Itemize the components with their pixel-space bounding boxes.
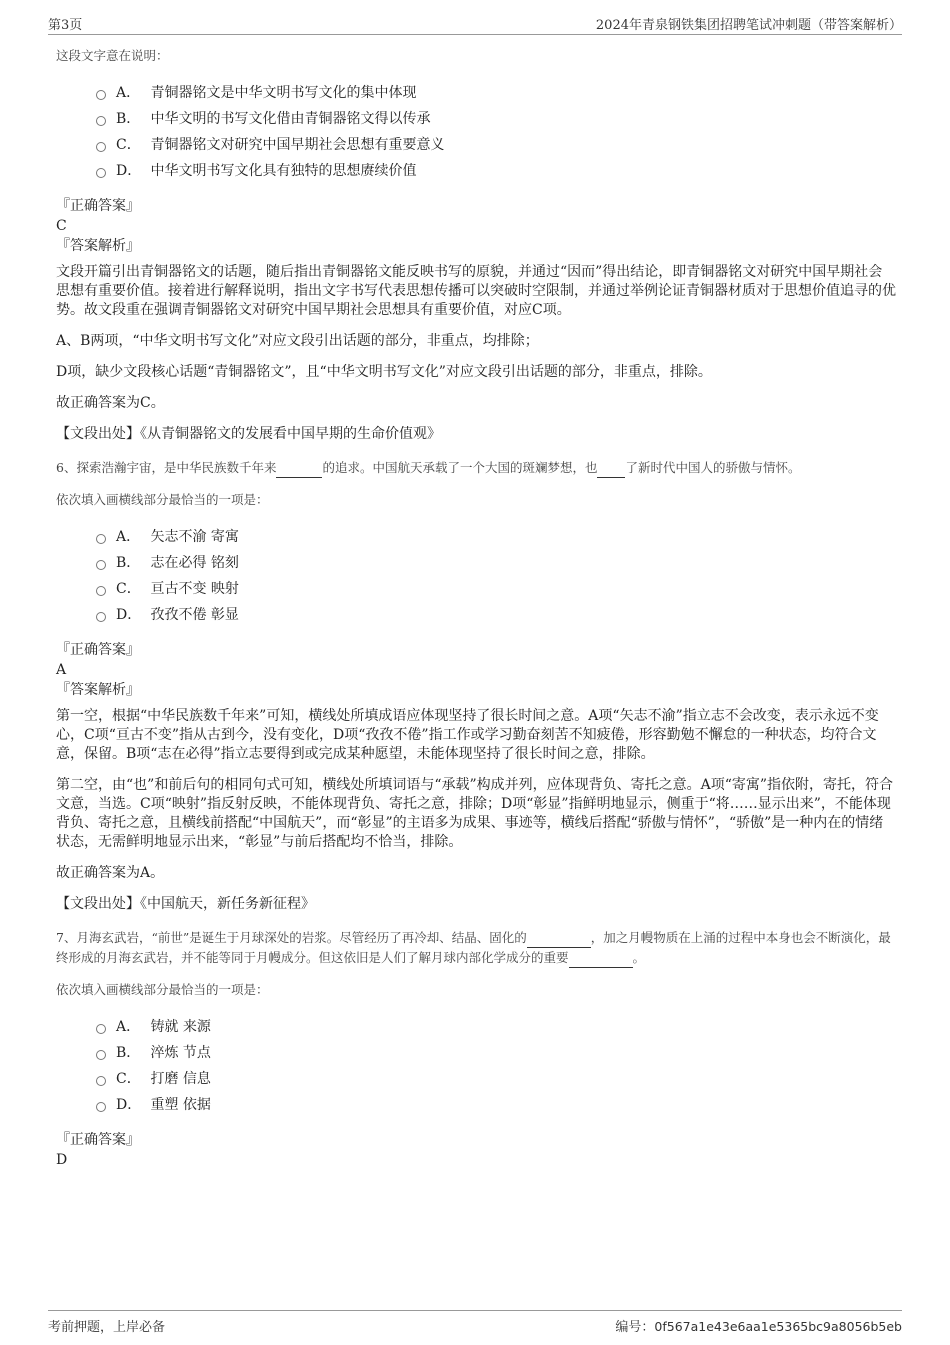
q5-answer-label: 『正确答案』 xyxy=(56,198,140,214)
option-letter: A． xyxy=(116,529,141,545)
q5-analysis-label: 『答案解析』 xyxy=(56,238,140,254)
option-text: 青铜器铭文对研究中国早期社会思想有重要意义 xyxy=(150,137,445,153)
option-text: 重塑 依据 xyxy=(150,1097,211,1113)
option-letter: B． xyxy=(116,111,141,127)
q7-blank-2 xyxy=(569,953,633,968)
q6-blank-2 xyxy=(597,463,625,478)
q6-analysis-p2: 第二空，由“也”和前后句的相同句式可知，横线处所填词语与“承载”构成并列，应体现背负、寄托之意。A项“寄寓”指依附，寄托，符合文意，当选。C项“映射”指反射反映，不能体现背负、寄托之意，排除；D项“彰显”指鲜明地显示，侧重于“将……显示出来”，不能体现背负、寄托之意，且横线前搭配“中国航天”，而“彰显”的主语多为成果、事迹等，横线后搭配“骄傲与情怀”，“骄傲”是一种内在的情绪状态，无需鲜明地显示出来，“彰显”与前后搭配均不恰当，排除。 xyxy=(56,777,894,850)
q6-source: 【文段出处】《中国航天，新任务新征程》 xyxy=(56,896,315,912)
q6-options xyxy=(96,524,896,628)
option-text: 亘古不变 映射 xyxy=(150,581,239,597)
q7-option-c[interactable] xyxy=(96,1066,896,1092)
option-text: 中华文明的书写文化借由青铜器铭文得以传承 xyxy=(150,111,431,127)
q7-stem xyxy=(56,928,896,968)
q6-blank-1 xyxy=(276,463,322,478)
radio-icon[interactable] xyxy=(96,1102,106,1112)
q6-option-c[interactable] xyxy=(96,576,896,602)
q6-answer: A xyxy=(56,662,67,678)
page-number: 第3页 xyxy=(48,18,83,33)
q6-prompt: 依次填入画横线部分最恰当的一项是： xyxy=(56,492,269,507)
q5-analysis-p1: 文段开篇引出青铜器铭文的话题，随后指出青铜器铭文能反映书写的原貌，并通过“因而”得出结论，即青铜器铭文对研究中国早期社会思想有重要价值。接着进行解释说明，指出文字书写代表思想传播可以突破时空限制，并通过举例论证青铜器材质对于思想价值追寻的优势。故文段重在强调青铜器铭文对研究中国早期社会思想具有重要价值，对应C项。 xyxy=(56,264,896,318)
option-letter: C． xyxy=(116,137,141,153)
q5-option-b[interactable] xyxy=(96,106,896,132)
q6-analysis-p1: 第一空，根据“中华民族数千年来”可知，横线处所填成语应体现坚持了很长时间之意。A项“矢志不渝”指立志不会改变，表示永远不变心，C项“亘古不变”指从古到今，没有变化，D项“孜孜不倦”指工作或学习勤奋刻苦不知疲倦，形容勤勉不懈怠的一种状态，均符合文意，保留。B项“志在必得”指立志要得到或完成某种愿望，未能体现坚持了很长时间之意，排除。 xyxy=(56,708,879,762)
q7-blank-1 xyxy=(527,933,591,948)
q6-option-d[interactable] xyxy=(96,602,896,628)
q6-answer-label: 『正确答案』 xyxy=(56,642,140,658)
radio-icon[interactable] xyxy=(96,560,106,570)
option-letter: D． xyxy=(116,163,142,179)
option-letter: C． xyxy=(116,581,141,597)
radio-icon[interactable] xyxy=(96,168,106,178)
q7-stem-part2: ，加之月幔物质在上涌的过程中本身也会不断演化，最终形成的月海玄武岩，并不能等同于月幔成分。但这依旧是人们了解月球内部化学成分的重要 xyxy=(56,930,891,965)
radio-icon[interactable] xyxy=(96,586,106,596)
q5-options xyxy=(96,80,896,184)
radio-icon[interactable] xyxy=(96,1050,106,1060)
q5-stem-tail: 这段文字意在说明： xyxy=(56,48,169,63)
option-text: 矢志不渝 寄寓 xyxy=(150,529,239,545)
radio-icon[interactable] xyxy=(96,1024,106,1034)
q7-answer: D xyxy=(56,1152,68,1168)
option-letter: A． xyxy=(116,85,141,101)
q7-stem-part3: 。 xyxy=(632,950,646,965)
radio-icon[interactable] xyxy=(96,1076,106,1086)
q6-conclusion: 故正确答案为A。 xyxy=(56,865,165,881)
radio-icon[interactable] xyxy=(96,142,106,152)
option-letter: B． xyxy=(116,555,141,571)
q6-option-b[interactable] xyxy=(96,550,896,576)
q5-conclusion: 故正确答案为C。 xyxy=(56,395,165,411)
option-text: 打磨 信息 xyxy=(150,1071,211,1087)
document-title: 2024年青泉钢铁集团招聘笔试冲刺题（带答案解析） xyxy=(595,18,902,33)
radio-icon[interactable] xyxy=(96,116,106,126)
option-letter: D． xyxy=(116,1097,142,1113)
radio-icon[interactable] xyxy=(96,612,106,622)
option-text: 铸就 来源 xyxy=(150,1019,211,1035)
q6-option-a[interactable] xyxy=(96,524,896,550)
option-letter: D． xyxy=(116,607,142,623)
footer-slogan: 考前押题，上岸必备 xyxy=(48,1320,166,1335)
q5-analysis-p2: A、B两项，“中华文明书写文化”对应文段引出话题的部分，非重点，均排除； xyxy=(56,333,539,349)
option-text: 中华文明书写文化具有独特的思想赓续价值 xyxy=(150,163,417,179)
radio-icon[interactable] xyxy=(96,90,106,100)
q6-analysis-label: 『答案解析』 xyxy=(56,682,140,698)
q5-analysis-p3: D项，缺少文段核心话题“青铜器铭文”，且“中华文明书写文化”对应文段引出话题的部分，非重点，排除。 xyxy=(56,364,712,380)
option-text: 孜孜不倦 彰显 xyxy=(150,607,239,623)
option-text: 志在必得 铭刻 xyxy=(150,555,239,571)
q7-stem-part1: 7、月海玄武岩，“前世”是诞生于月球深处的岩浆。尽管经历了再冷却、结晶、固化的 xyxy=(56,930,527,945)
page-header xyxy=(48,14,902,35)
option-text: 青铜器铭文是中华文明书写文化的集中体现 xyxy=(150,85,417,101)
q5-source: 【文段出处】《从青铜器铭文的发展看中国早期的生命价值观》 xyxy=(56,426,441,442)
q7-answer-label: 『正确答案』 xyxy=(56,1132,140,1148)
option-letter: B． xyxy=(116,1045,141,1061)
option-letter: C． xyxy=(116,1071,141,1087)
q5-option-a[interactable] xyxy=(96,80,896,106)
q5-answer: C xyxy=(56,218,67,234)
page-footer xyxy=(48,1310,902,1335)
q5-option-c[interactable] xyxy=(96,132,896,158)
q7-option-d[interactable] xyxy=(96,1092,896,1118)
radio-icon[interactable] xyxy=(96,534,106,544)
code-label: 编号： xyxy=(615,1320,655,1335)
q7-option-b[interactable] xyxy=(96,1040,896,1066)
q7-options xyxy=(96,1014,896,1118)
q6-stem-part3: 了新时代中国人的骄傲与情怀。 xyxy=(625,460,801,475)
option-letter: A． xyxy=(116,1019,141,1035)
q6-stem-part2: 的追求。中国航天承载了一个大国的斑斓梦想，也 xyxy=(322,460,598,475)
page-content xyxy=(56,40,896,1170)
code-value: 0f567a1e43e6aa1e5365bc9a8056b5eb xyxy=(654,1319,902,1334)
q7-prompt: 依次填入画横线部分最恰当的一项是： xyxy=(56,982,269,997)
q6-stem-part1: 6、探索浩瀚宇宙，是中华民族数千年来 xyxy=(56,460,277,475)
option-text: 淬炼 节点 xyxy=(150,1045,211,1061)
q6-stem xyxy=(56,458,896,478)
document-code xyxy=(615,1316,902,1335)
q5-option-d[interactable] xyxy=(96,158,896,184)
q7-option-a[interactable] xyxy=(96,1014,896,1040)
